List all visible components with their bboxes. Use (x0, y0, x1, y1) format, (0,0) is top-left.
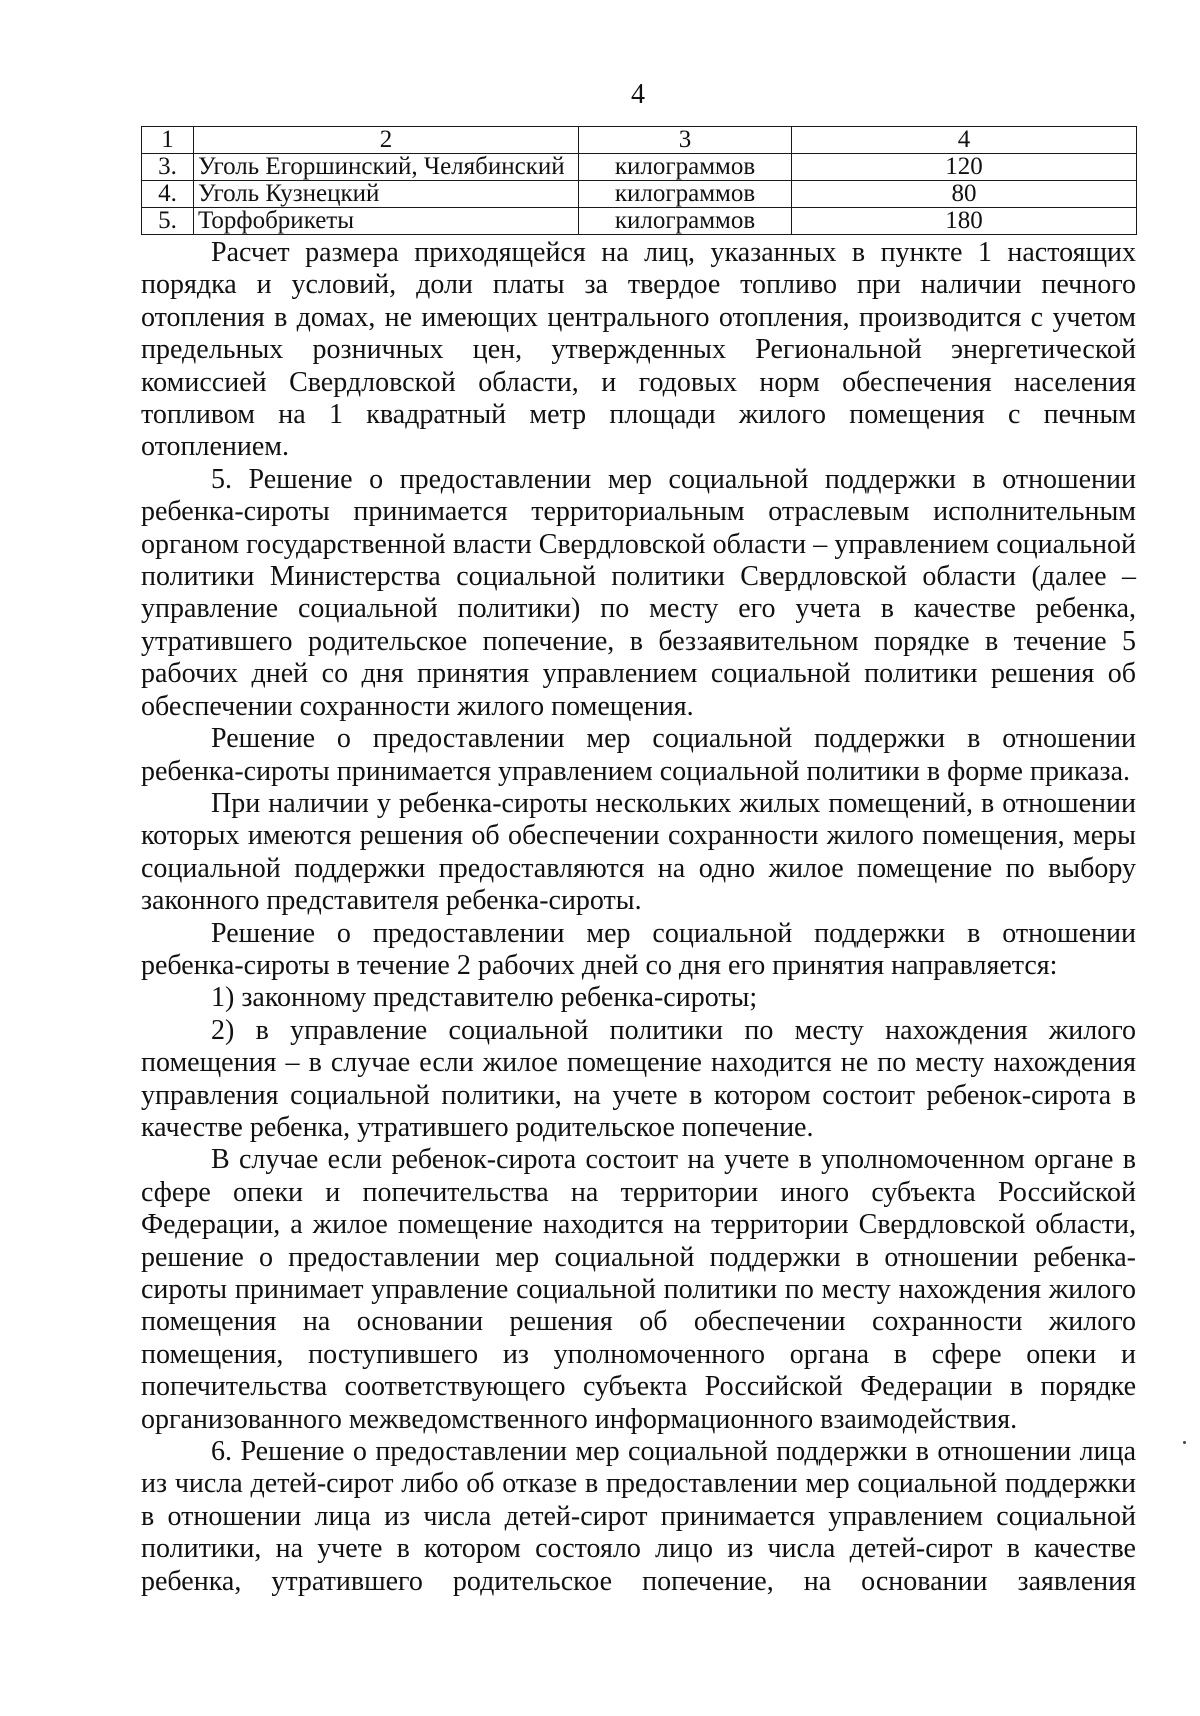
fuel-name: Уголь Кузнецкий (194, 181, 579, 208)
table-row (142, 154, 1137, 181)
table-header-cell: 4 (792, 127, 1137, 154)
paragraph-item-6: 6. Решение о предоставлении мер социальной поддержки в отношении лица из числа детей-сирот либо об отказе в предоставлении мер социальной поддержки в отношении лица из числа детей-сирот принимается управлением социальной политики, на учете в котором состояло лицо из числа детей-сирот в качестве ребенка, утратившего родительское попечение, на основании заявления (141, 1436, 1136, 1597)
norm-value: 120 (792, 154, 1137, 181)
table-row (142, 208, 1137, 235)
row-number: 3. (142, 154, 194, 181)
paragraph-other-region: В случае если ребенок-сирота состоит на учете в уполномоченном органе в сфере опеки и попечительства на территории иного субъекта Российской Федерации, а жилое помещение находится на территории Свердловской области, решение о предоставлении мер социальной поддержки в отношении ребенка-сироты принимает управление социальной политики по месту нахождения жилого помещения на основании решения об обеспечении сохранности жилого помещения, поступившего из уполномоченного органа в сфере опеки и попечительства соответствующего субъекта Российской Федерации в порядке организованного межведомственного информационного взаимодействия. (141, 1144, 1136, 1435)
paragraph-recipient-2: 2) в управление социальной политики по месту нахождения жилого помещения – в случае если жилое помещение находится не по месту нахождения управления социальной политики, на учете в котором состоит ребенок-сирота в качестве ребенка, утратившего родительское попечение. (141, 1014, 1136, 1143)
table-header-cell: 3 (579, 127, 792, 154)
page-number: 4 (631, 79, 645, 110)
unit: килограммов (579, 208, 792, 235)
paragraph-decision-sent: Решение о предоставлении мер социальной поддержки в отношении ребенка-сироты в течение 2 рабочих дней со дня его принятия направляется: (141, 917, 1136, 981)
fuel-norms-table (141, 126, 1137, 235)
paragraph-item-5: 5. Решение о предоставлении мер социальной поддержки в отношении ребенка-сироты принимается территориальным отраслевым исполнительным органом государственной власти Свердловской области – управлением социальной политики Министерства социальной политики Свердловской области (далее – управление социальной политики) по месту его учета в качестве ребенка, утратившего родительское попечение, в беззаявительном порядке в течение 5 рабочих дней со дня принятия управлением социальной политики решения об обеспечении сохранности жилого помещения. (141, 463, 1136, 722)
paragraph-fuel-payment-calculation: Расчет размера приходящейся на лиц, указанных в пункте 1 настоящих порядка и условий, доли платы за твердое топливо при наличии печного отопления в домах, не имеющих центрального отопления, производится с учетом предельных розничных цен, утвержденных Региональной энергетической комиссией Свердловской области, и годовых норм обеспечения населения топливом на 1 квадратный метр площади жилого помещения с печным отоплением. (141, 237, 1136, 463)
paragraph-recipient-1: 1) законному представителю ребенка-сироты; (211, 982, 758, 1014)
table-row (142, 181, 1137, 208)
fuel-name: Торфобрикеты (194, 208, 579, 235)
norm-value: 180 (792, 208, 1137, 235)
paragraph-multiple-dwellings: При наличии у ребенка-сироты нескольких жилых помещений, в отношении которых имеются решения об обеспечении сохранности жилого помещения, меры социальной поддержки предоставляются на одно жилое помещение по выбору законного представителя ребенка-сироты. (141, 787, 1136, 917)
table-header-row (142, 127, 1137, 154)
document-body (141, 237, 1136, 1598)
table-header-cell: 1 (142, 127, 194, 154)
unit: килограммов (579, 181, 792, 208)
table-header-cell: 2 (194, 127, 579, 154)
row-number: 5. (142, 208, 194, 235)
scan-speck (1183, 1441, 1186, 1444)
unit: килограммов (579, 154, 792, 181)
norm-value: 80 (792, 181, 1137, 208)
paragraph-decision-form: Решение о предоставлении мер социальной поддержки в отношении ребенка-сироты принимается управлением социальной политики в форме приказа. (141, 723, 1136, 787)
row-number: 4. (142, 181, 194, 208)
fuel-name: Уголь Егоршинский, Челябинский (194, 154, 579, 181)
